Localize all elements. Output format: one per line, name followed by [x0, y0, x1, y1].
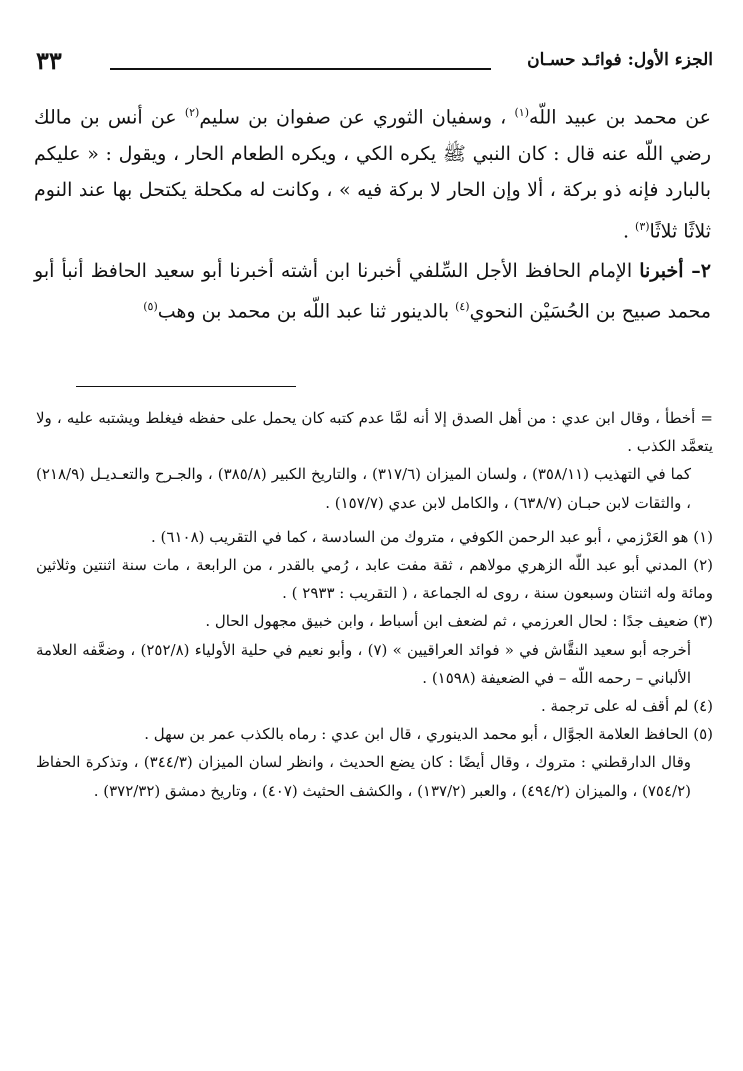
para1-text-1: عن محمد بن عبيد اللّه	[529, 106, 711, 129]
para2-text-2: بالدينور ثنا عبد اللّه بن محمد بن وهب	[157, 300, 456, 323]
footnote-5: (٥) الحافظ العلامة الجوَّال ، أبو محمد الدينوري ، قال ابن عدي : رماه بالكذب عمر بن سهل .	[144, 725, 713, 744]
footnote-separator	[76, 386, 296, 387]
page-number: ٣٣	[36, 46, 62, 75]
footnote-continuation-2: كما في التهذيب (٣٥٨/١١) ، ولسان الميزان (٣١٧/٦) ، والتاريخ الكبير (٣٨٥/٨) ، والجـرح والتعـديـل (٢١٨/٩) ، والثقات لابن حبـان (٦٣٨/٧) ، والكامل لابن عدي (١٥٧/٧) .	[36, 465, 692, 512]
footnote-3: (٣) ضعيف جدًا : لحال العرزمي ، ثم لضعف ابن أسباط ، وابن خبيق مجهول الحال .	[205, 612, 713, 631]
footnote-2: (٢) المدني أبو عبد اللّه الزهري مولاهم ، ثقة مفت عابد ، رُمي بالقدر ، من الرابعة ، مات سنة اثنتين وثلاثين ومائة وله اثنتان وسبعون سنة ، روى له الجماعة ، ( التقريب : ٢٩٣٣ ) .	[36, 556, 713, 603]
header-rule	[110, 68, 491, 70]
running-title: الجزء الأول: فوائـد حسـان	[527, 50, 713, 70]
para1-text-3: عن أنس بن مالك رضي اللّه عنه قال : كان النبي ﷺ يكره الكي ، ويكره الطعام الحار ، ويقول : « عليكم بالبارد فإنه ذو بركة ، ألا وإن الحار لا بركة فيه » ، وكانت له مكحلة يكتحل بها عند النوم ثلاثًا ثلاثًا	[34, 106, 711, 243]
footnote-3-continued: أخرجه أبو سعيد النقَّاش في « فوائد العراقيين » (٧) ، وأبو نعيم في حلية الأولياء (٢٥٢/٨) ، وضعَّفه العلامة الألباني – رحمه اللّه – في الضعيفة (١٥٩٨) .	[36, 640, 692, 687]
page-header	[36, 46, 713, 80]
footnote-5-continued: وقال الدارقطني : متروك ، وقال أيضًا : كان يضع الحديث ، وانظر لسان الميزان (٣٤٤/٣) ، وتذكرة الحفاظ (٧٥٤/٢) ، والميزان (٤٩٤/٢) ، والعبر (١٣٧/٢) ، والكشف الحثيث (٤٠٧) ، وتاريخ دمشق (٣٧٢/٣٢) .	[36, 753, 691, 800]
footnote-ref-5: (٥)	[143, 300, 158, 314]
hadith-number: ٢–	[683, 259, 711, 282]
footnote-continuation-1: = أخطأ ، وقال ابن عدي : من أهل الصدق إلا أنه لمَّا عدم كتبه كان يحمل على حفظه فيغلط ويشتبه عليه ، ولا يتعمَّد الكذب .	[36, 409, 713, 456]
footnote-ref-4: (٤)	[455, 300, 470, 314]
paragraph-2	[34, 253, 711, 330]
footnote-4: (٤) لم أقف له على ترجمة .	[540, 697, 713, 716]
footnote-1: (١) هو العَرْزمي ، أبو عبد الرحمن الكوفي ، متروك من السادسة ، كما في التقريب (٦١٠٨) .	[151, 527, 713, 546]
para1-end: .	[622, 220, 636, 243]
footnote-ref-1: (١)	[514, 106, 530, 119]
hadith-lead-word: أخبرنا	[639, 259, 684, 282]
para2-text-1: الإمام الحافظ الأجل السِّلفي أخبرنا ابن أشته أخبرنا أبو سعيد الحافظ أنبأ أبو محمد صبيح بن الحُسَيْن النحوي	[34, 259, 711, 323]
footnotes	[36, 404, 713, 805]
main-text	[34, 95, 711, 330]
footnote-ref-2: (٢)	[184, 106, 200, 119]
para1-text-2: ، وسفيان الثوري عن صفوان بن سليم	[199, 106, 515, 129]
footnote-ref-3: (٣)	[635, 219, 650, 233]
paragraph-1	[34, 95, 711, 250]
